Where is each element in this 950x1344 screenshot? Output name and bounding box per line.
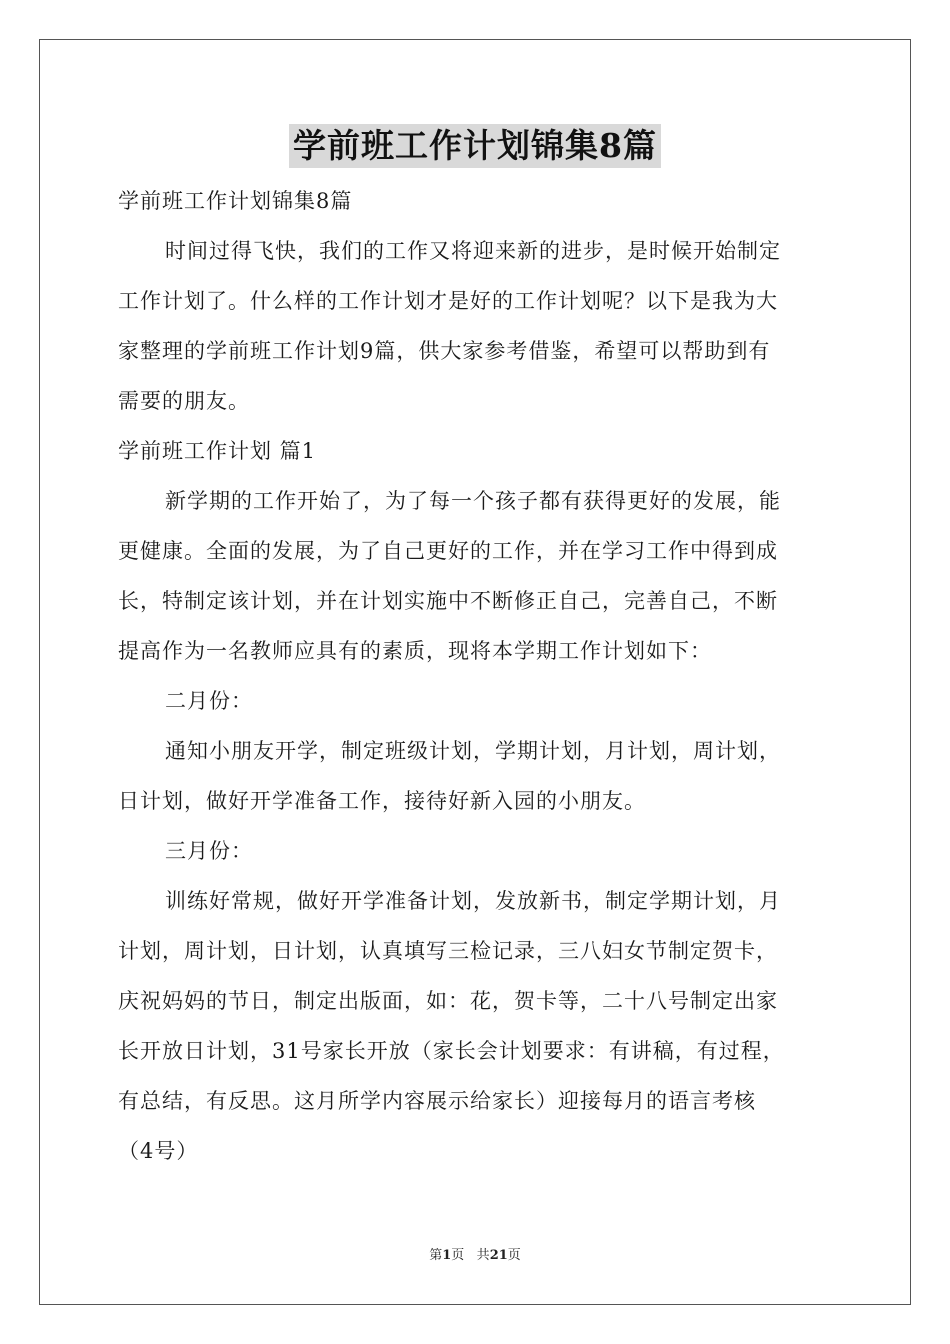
page-footer xyxy=(0,1246,950,1266)
paragraph-line: 工作计划了。什么样的工作计划才是好的工作计划呢？以下是我为大 xyxy=(118,289,778,313)
paragraph-line: 需要的朋友。 xyxy=(118,389,250,413)
paragraph-line: 日计划，做好开学准备工作，接待好新入园的小朋友。 xyxy=(118,789,646,813)
paragraph-line: 更健康。全面的发展，为了自己更好的工作，并在学习工作中得到成 xyxy=(118,539,778,563)
paragraph-line: 庆祝妈妈的节日，制定出版面，如：花，贺卡等，二十八号制定出家 xyxy=(118,989,778,1013)
paragraph-line: 提高作为一名教师应具有的素质，现将本学期工作计划如下： xyxy=(118,639,712,663)
total-prefix: 共 xyxy=(476,1248,490,1263)
paragraph-line: 通知小朋友开学，制定班级计划，学期计划，月计划，周计划， xyxy=(165,739,781,763)
paragraph-line: 新学期的工作开始了，为了每一个孩子都有获得更好的发展，能 xyxy=(165,489,781,513)
paragraph-line: 有总结，有反思。这月所学内容展示给家长）迎接每月的语言考核 xyxy=(118,1089,756,1113)
paragraph-line: 计划，周计划，日计划，认真填写三检记录，三八妇女节制定贺卡， xyxy=(118,939,778,963)
section-heading: 学前班工作计划 篇1 xyxy=(118,439,317,463)
paragraph-line: 训练好常规，做好开学准备计划，发放新书，制定学期计划，月 xyxy=(165,889,781,913)
title-wrap xyxy=(0,124,950,168)
month-heading: 三月份： xyxy=(165,839,253,863)
page-current: 1 xyxy=(442,1248,452,1263)
page-prefix: 第 xyxy=(429,1248,443,1263)
paragraph-line: 时间过得飞快，我们的工作又将迎来新的进步，是时候开始制定 xyxy=(165,239,781,263)
page-total: 21 xyxy=(489,1248,508,1263)
paragraph-line: 学前班工作计划锦集8篇 xyxy=(118,189,353,213)
page-suffix: 页 xyxy=(451,1248,465,1263)
paragraph-line: （4号） xyxy=(118,1139,199,1163)
paragraph-line: 家整理的学前班工作计划9篇，供大家参考借鉴，希望可以帮助到有 xyxy=(118,339,771,363)
month-heading: 二月份： xyxy=(165,689,253,713)
document-body xyxy=(118,176,836,1176)
paragraph-line: 长，特制定该计划，并在计划实施中不断修正自己，完善自己，不断 xyxy=(118,589,778,613)
paragraph-line: 长开放日计划，31号家长开放（家长会计划要求：有讲稿，有过程， xyxy=(118,1039,785,1063)
total-suffix: 页 xyxy=(507,1248,521,1263)
document-title: 学前班工作计划锦集8篇 xyxy=(289,124,661,168)
